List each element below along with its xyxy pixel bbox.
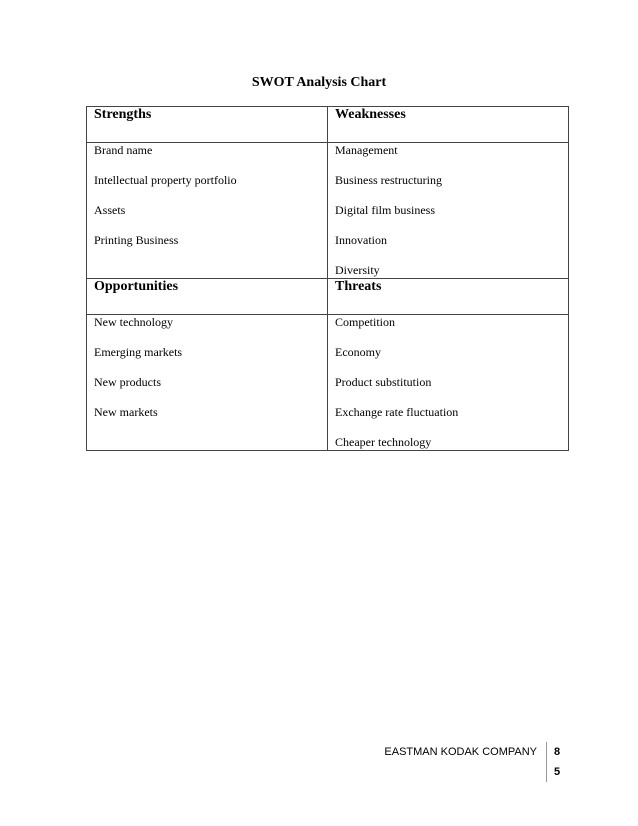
opportunities-cell <box>87 315 328 451</box>
threats-cell <box>328 315 569 451</box>
weaknesses-header: Weaknesses <box>328 107 569 143</box>
list-item: Brand name <box>94 143 153 157</box>
list-item: New technology <box>94 315 173 329</box>
list-item: Management <box>335 143 398 157</box>
list-item: Assets <box>94 203 126 217</box>
list-item: Cheaper technology <box>335 435 432 449</box>
strengths-cell <box>87 143 328 279</box>
list-item: New markets <box>94 405 158 419</box>
page-number <box>546 742 562 782</box>
list-item: Innovation <box>335 233 387 247</box>
footer-company-name: EASTMAN KODAK COMPANY <box>384 746 537 758</box>
swot-table <box>86 106 569 451</box>
weaknesses-cell <box>328 143 569 279</box>
list-item: Product substitution <box>335 375 432 389</box>
page-number-digit: 5 <box>554 766 561 778</box>
list-item: Business restructuring <box>335 173 442 187</box>
page-number-digit: 8 <box>554 746 561 758</box>
table-row <box>87 143 569 279</box>
list-item: Competition <box>335 315 395 329</box>
table-row <box>87 315 569 451</box>
chart-title: SWOT Analysis Chart <box>251 75 387 90</box>
opportunities-header: Opportunities <box>87 279 328 315</box>
list-item: Digital film business <box>335 203 435 217</box>
page-footer <box>384 742 562 782</box>
threats-header: Threats <box>328 279 569 315</box>
list-item: Exchange rate fluctuation <box>335 405 459 419</box>
list-item: Printing Business <box>94 233 179 247</box>
list-item: Diversity <box>335 263 380 277</box>
list-item: Emerging markets <box>94 345 183 359</box>
table-row <box>87 107 569 143</box>
list-item: Economy <box>335 345 381 359</box>
list-item: Intellectual property portfolio <box>94 173 237 187</box>
table-row <box>87 279 569 315</box>
strengths-header: Strengths <box>87 107 328 143</box>
list-item: New products <box>94 375 161 389</box>
